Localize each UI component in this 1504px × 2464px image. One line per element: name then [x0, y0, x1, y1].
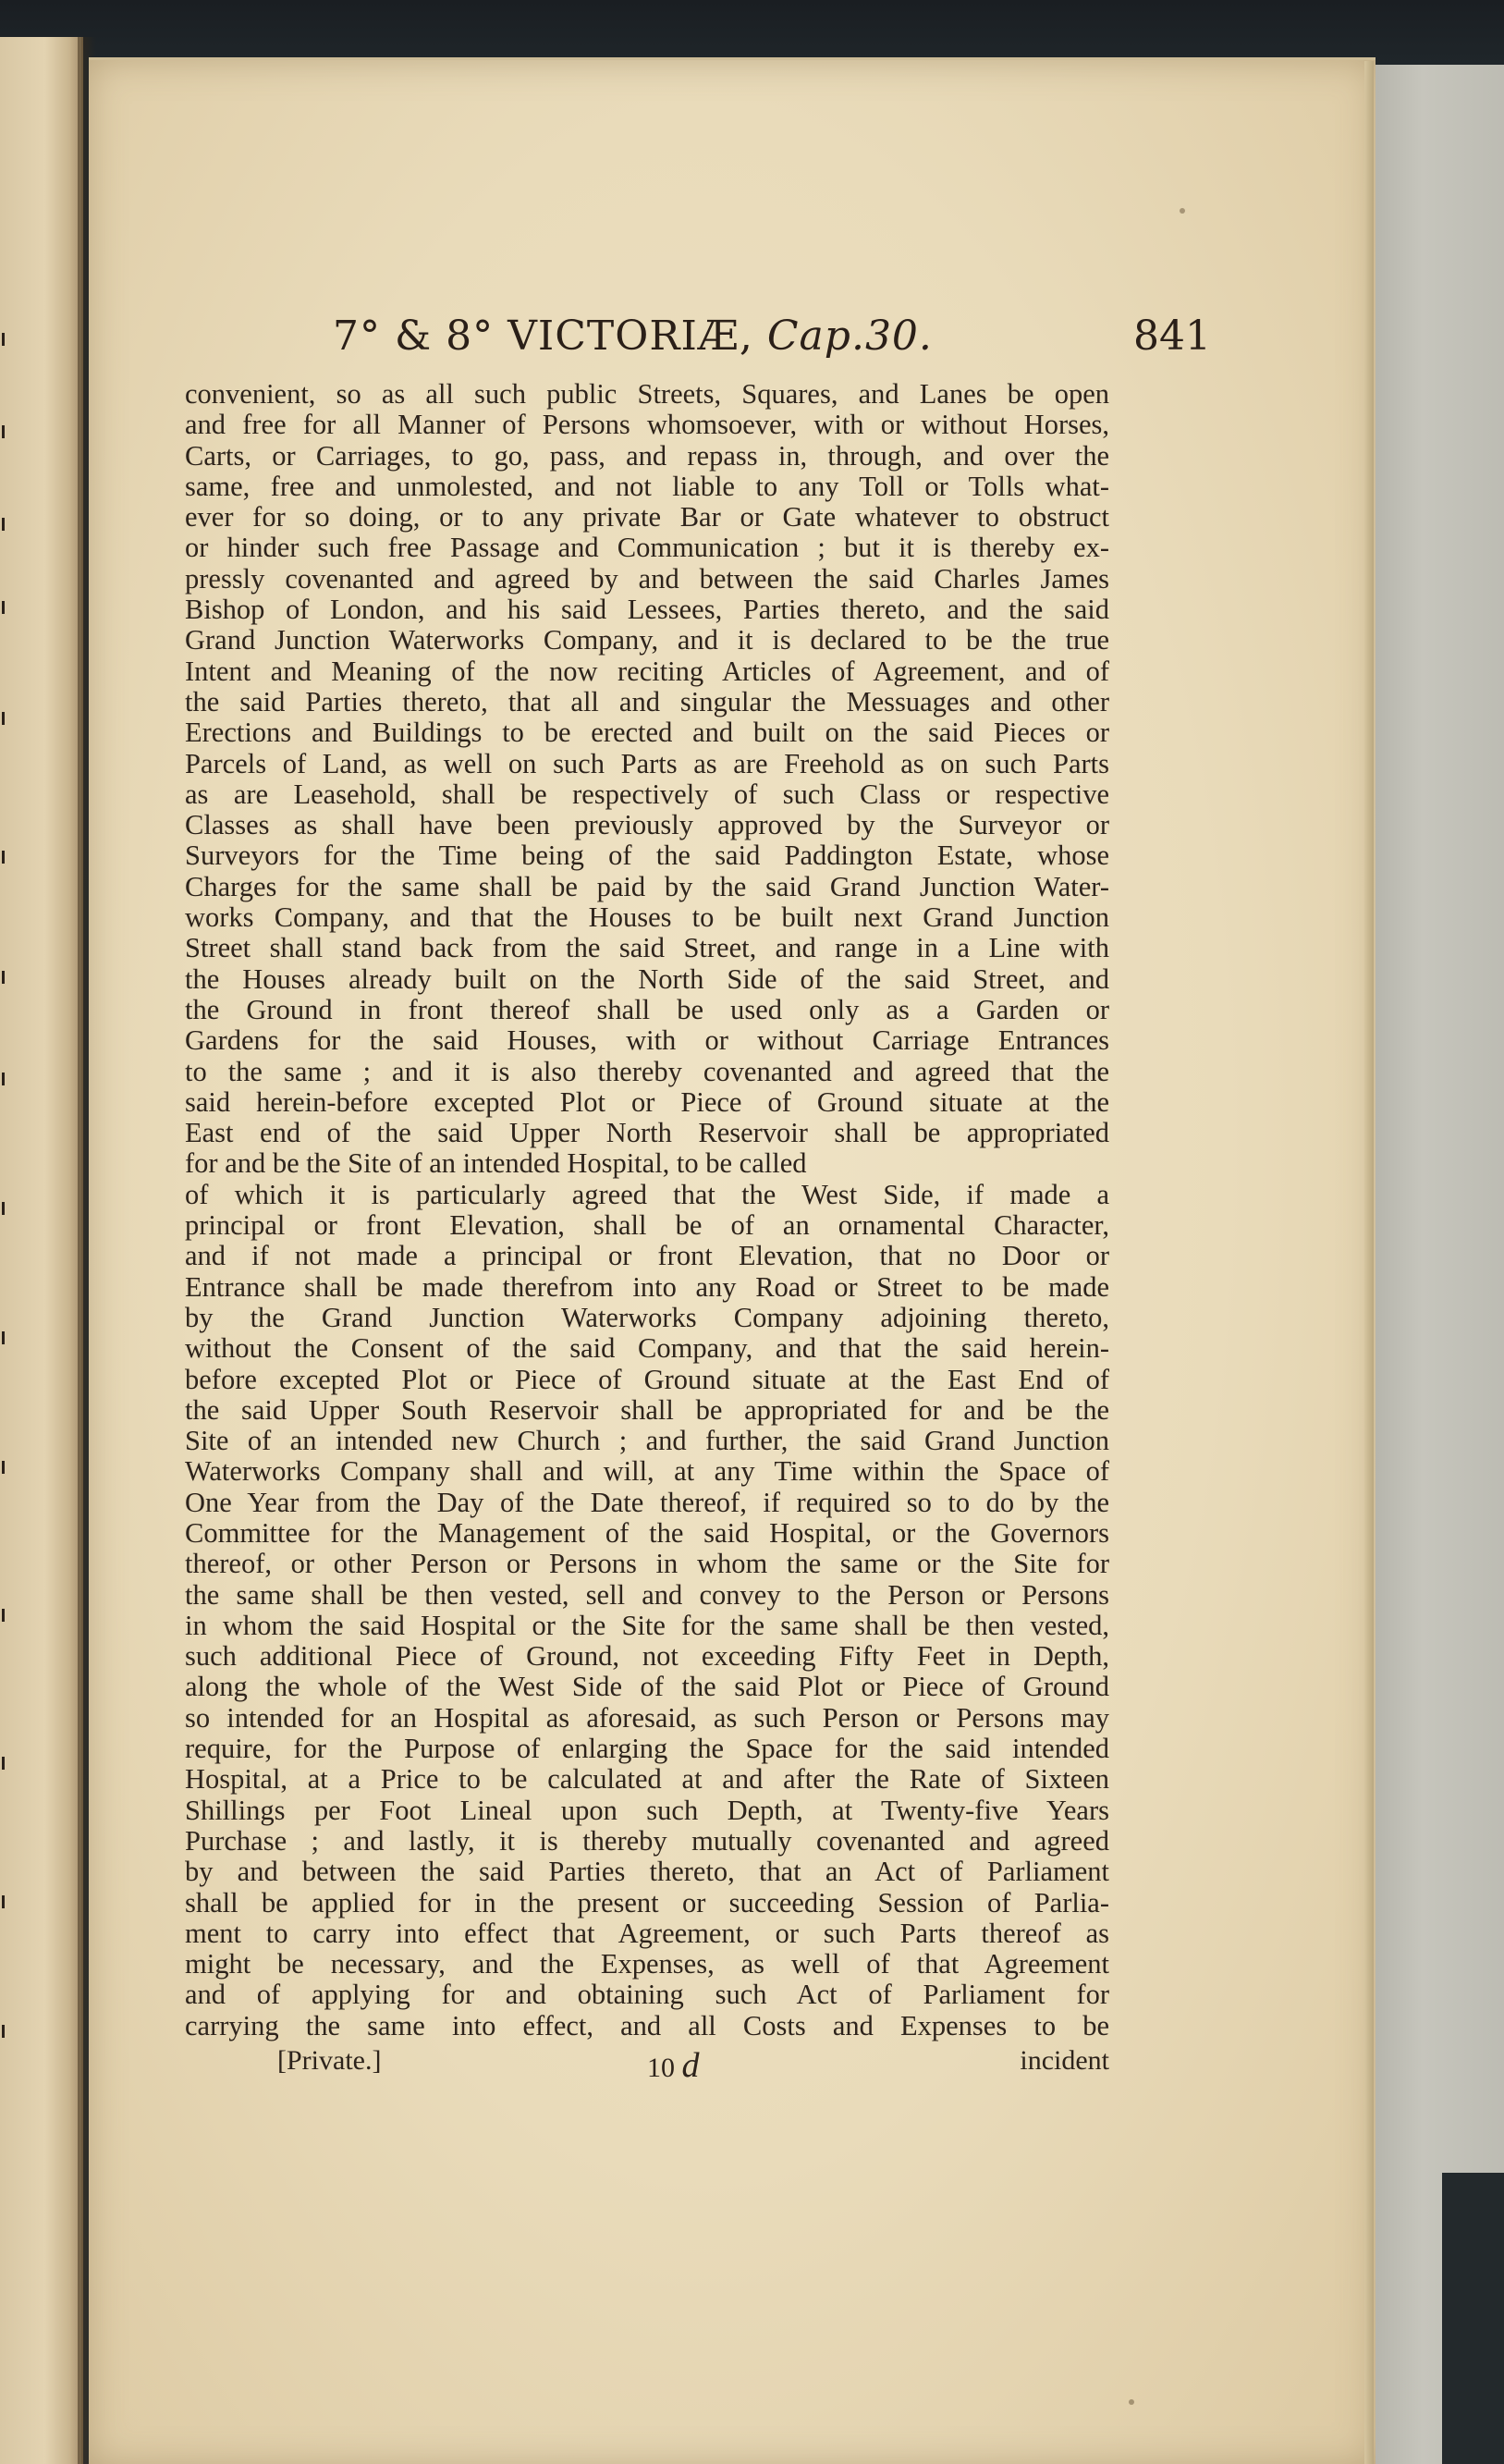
- signature-mark: 10 d: [647, 2046, 700, 2085]
- body-line: so intended for an Hospital as aforesaid, as such Person or Persons may: [185, 1701, 1109, 1734]
- body-line: Committee for the Management of the said Hospital, or the Governors: [185, 1516, 1109, 1549]
- body-line: in whom the said Hospital or the Site for the same shall be then vested,: [185, 1609, 1109, 1641]
- running-header: [333, 313, 1211, 368]
- body-line: the Houses already built on the North Side of the said Street, and: [185, 962, 1109, 995]
- body-line: same, free and unmolested, and not liable to any Toll or Tolls what-: [185, 470, 1109, 502]
- body-line: the Ground in front thereof shall be used only as a Garden or: [185, 993, 1109, 1025]
- body-line: Erections and Buildings to be erected and built on the said Pieces or: [185, 717, 1109, 749]
- facing-text-fragment: [2, 333, 14, 346]
- facing-text-fragment: [2, 1461, 14, 1474]
- facing-text-fragment: [2, 1202, 14, 1215]
- body-line: Bishop of London, and his said Lessees, Parties thereto, and the said: [185, 594, 1109, 626]
- facing-text-fragment: [2, 712, 14, 725]
- body-line: Purchase ; and lastly, it is thereby mutually covenanted and agreed: [185, 1824, 1109, 1857]
- body-line: Entrance shall be made therefrom into any Road or Street to be made: [185, 1270, 1109, 1303]
- facing-text-fragment: [2, 1331, 14, 1344]
- body-line: by and between the said Parties thereto, that an Act of Parliament: [185, 1856, 1109, 1888]
- body-line: by the Grand Junction Waterworks Company adjoining thereto,: [185, 1301, 1109, 1333]
- body-line: require, for the Purpose of enlarging the Space for the said intended: [185, 1733, 1109, 1765]
- body-line: ment to carry into effect that Agreement, or such Parts thereof as: [185, 1917, 1109, 1949]
- body-line: the said Parties thereto, that all and singular the Messuages and other: [185, 685, 1109, 717]
- body-line: for and be the Site of an intended Hospital, to be called: [185, 1147, 807, 1180]
- page-number: 841: [1133, 313, 1211, 360]
- body-line: principal or front Elevation, shall be of an ornamental Character,: [185, 1209, 1109, 1242]
- body-line: said herein-before excepted Plot or Piece of Ground situate at the: [185, 1085, 1109, 1118]
- body-line: the said Upper South Reservoir shall be appropriated for and be the: [185, 1393, 1109, 1426]
- body-line: before excepted Plot or Piece of Ground situate at the East End of: [185, 1363, 1109, 1395]
- body-line: along the whole of the West Side of the said Plot or Piece of Ground: [185, 1671, 1109, 1703]
- regnal-year: 7° & 8° VICTORIÆ,: [333, 313, 767, 360]
- private-act-label: [Private.]: [277, 2045, 382, 2076]
- page-footer: [277, 2045, 1109, 2085]
- facing-text-fragment: [2, 1895, 14, 1908]
- catchword: incident: [1020, 2045, 1109, 2076]
- body-line: Charges for the same shall be paid by the said Grand Junction Water-: [185, 870, 1109, 902]
- body-line: convenient, so as all such public Streets, Squares, and Lanes be open: [185, 378, 1109, 410]
- facing-text-fragment: [2, 518, 14, 531]
- facing-text-fragment: [2, 601, 14, 614]
- page-right-edge: [1364, 61, 1374, 2464]
- body-line: and of applying for and obtaining such Act of Parliament for: [185, 1979, 1109, 2011]
- body-line: might be necessary, and the Expenses, as well of that Agreement: [185, 1948, 1109, 1980]
- body-line: Shillings per Foot Lineal upon such Depth, at Twenty-five Years: [185, 1794, 1109, 1826]
- body-line: carrying the same into effect, and all Costs and Expenses to be: [185, 2009, 1109, 2041]
- body-line: Parcels of Land, as well on such Parts as are Freehold as on such Parts: [185, 747, 1109, 779]
- paper-speck: [1129, 2399, 1134, 2405]
- facing-text-fragment: [2, 1609, 14, 1622]
- body-line: and free for all Manner of Persons whomsoever, with or without Horses,: [185, 409, 1109, 441]
- facing-text-fragment: [2, 425, 14, 438]
- body-line: such additional Piece of Ground, not exceeding Fifty Feet in Depth,: [185, 1640, 1109, 1673]
- facing-page-edge: [0, 37, 83, 2464]
- body-line: to the same ; and it is also thereby covenanted and agreed that the: [185, 1055, 1109, 1087]
- body-line: Carts, or Carriages, to go, pass, and repass in, through, and over the: [185, 439, 1109, 472]
- facing-text-fragment: [2, 1073, 14, 1085]
- body-line: thereof, or other Person or Persons in whom the same or the Site for: [185, 1548, 1109, 1580]
- background-strip: [1442, 2173, 1504, 2464]
- facing-text-fragment: [2, 971, 14, 984]
- body-line: or hinder such free Passage and Communication ; but it is thereby ex-: [185, 532, 1109, 564]
- body-line: as are Leasehold, shall be respectively of such Class or respective: [185, 778, 1109, 810]
- act-title: [333, 313, 933, 360]
- body-line: Grand Junction Waterworks Company, and it is declared to be the true: [185, 624, 1109, 656]
- body-line: Gardens for the said Houses, with or without Carriage Entrances: [185, 1024, 1109, 1057]
- body-text: [185, 379, 1109, 2041]
- body-line: Surveyors for the Time being of the said Paddington Estate, whose: [185, 840, 1109, 872]
- facing-text-fragment: [2, 851, 14, 864]
- body-line: works Company, and that the Houses to be built next Grand Junction: [185, 901, 1109, 934]
- body-line: ever for so doing, or to any private Bar or Gate whatever to obstruct: [185, 501, 1109, 533]
- facing-text-fragment: [2, 1757, 14, 1770]
- body-line: East end of the said Upper North Reservoir shall be appropriated: [185, 1117, 1109, 1149]
- body-line: without the Consent of the said Company, and that the said herein-: [185, 1332, 1109, 1365]
- paper-speck: [1180, 208, 1185, 214]
- body-line: shall be applied for in the present or succeeding Session of Parlia-: [185, 1886, 1109, 1918]
- facing-text-fragment: [2, 2025, 14, 2038]
- body-line: Site of an intended new Church ; and further, the said Grand Junction: [185, 1425, 1109, 1457]
- body-line: Intent and Meaning of the now reciting Articles of Agreement, and of: [185, 655, 1109, 687]
- body-line: the same shall be then vested, sell and convey to the Person or Persons: [185, 1578, 1109, 1611]
- body-line: Waterworks Company shall and will, at any Time within the Space of: [185, 1455, 1109, 1488]
- body-line: Classes as shall have been previously approved by the Surveyor or: [185, 809, 1109, 841]
- chapter-number: Cap.30.: [766, 313, 933, 360]
- body-line: One Year from the Day of the Date thereof, if required so to do by the: [185, 1486, 1109, 1518]
- body-line: Street shall stand back from the said Street, and range in a Line with: [185, 932, 1109, 964]
- body-line: of which it is particularly agreed that the West Side, if made a: [185, 1178, 1109, 1210]
- body-line: Hospital, at a Price to be calculated at and after the Rate of Sixteen: [185, 1763, 1109, 1796]
- body-line: and if not made a principal or front Elevation, that no Door or: [185, 1240, 1109, 1272]
- body-line: pressly covenanted and agreed by and between the said Charles James: [185, 562, 1109, 595]
- backing-board: [1368, 65, 1504, 2464]
